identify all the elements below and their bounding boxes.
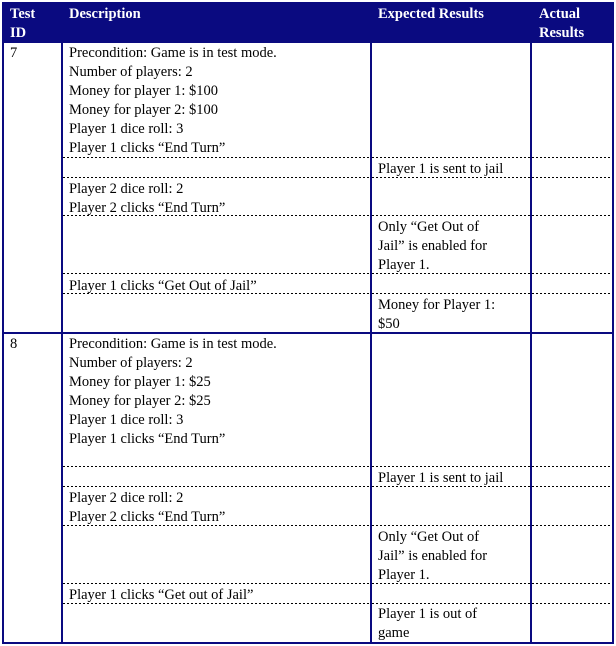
test7-players: Number of players: 2 xyxy=(69,64,193,80)
test7-step3-description xyxy=(69,180,225,218)
test8-jail-line3: Player 1. xyxy=(378,567,430,583)
column-divider-1 xyxy=(61,2,63,644)
table-border-top xyxy=(2,2,614,4)
column-divider-3 xyxy=(530,2,532,644)
test8-out-line1: Player 1 is out of xyxy=(378,606,478,622)
row-divider-tests xyxy=(2,332,614,334)
test7-step4-expected xyxy=(378,218,487,275)
test-id-7: 7 xyxy=(10,45,18,61)
table-border-right xyxy=(612,2,614,644)
test7-jail-line1: Only “Get Out of xyxy=(378,219,480,235)
test8-p2-dice: Player 2 dice roll: 2 xyxy=(69,490,184,506)
test7-p1-dice: Player 1 dice roll: 3 xyxy=(69,121,184,137)
header-description: Description xyxy=(69,6,141,22)
test7-step5-description: Player 1 clicks “Get Out of Jail” xyxy=(69,278,257,294)
column-divider-2 xyxy=(370,2,372,644)
test7-jail-line2: Jail” is enabled for xyxy=(378,238,488,254)
test7-step1-description xyxy=(69,44,277,158)
test8-step2-expected: Player 1 is sent to jail xyxy=(378,470,504,486)
table-border-bottom xyxy=(2,642,614,644)
test8-step5-description: Player 1 clicks “Get out of Jail” xyxy=(69,587,254,603)
table-border-left xyxy=(2,2,4,644)
test8-step1-description xyxy=(69,335,277,449)
test7-precondition: Precondition: Game is in test mode. xyxy=(69,45,277,61)
test7-money-p1: Money for player 1: $100 xyxy=(69,83,218,99)
header-actual-line2: Results xyxy=(539,25,585,41)
test7-step6-expected xyxy=(378,296,495,334)
test7-p2-dice: Player 2 dice roll: 2 xyxy=(69,181,184,197)
test8-money-p2: Money for player 2: $25 xyxy=(69,393,211,409)
header-test-id-line1: Test xyxy=(10,6,36,22)
header-actual-results xyxy=(539,5,584,43)
test8-players: Number of players: 2 xyxy=(69,355,193,371)
test7-p1-end-turn: Player 1 clicks “End Turn” xyxy=(69,140,226,156)
test8-step4-expected xyxy=(378,528,487,585)
test7-step2-expected: Player 1 is sent to jail xyxy=(378,161,504,177)
header-expected-results: Expected Results xyxy=(378,6,484,22)
test8-step3-description xyxy=(69,489,225,527)
header-test-id-line2: ID xyxy=(10,25,27,41)
test8-step6-expected xyxy=(378,605,477,643)
test8-jail-line1: Only “Get Out of xyxy=(378,529,480,545)
header-actual-line1: Actual xyxy=(539,6,581,22)
test8-jail-line2: Jail” is enabled for xyxy=(378,548,488,564)
header-test-id xyxy=(10,5,35,43)
test7-money-result: Money for Player 1: xyxy=(378,297,496,313)
test8-precondition: Precondition: Game is in test mode. xyxy=(69,336,277,352)
test7-p2-end-turn: Player 2 clicks “End Turn” xyxy=(69,200,226,216)
test-id-8: 8 xyxy=(10,336,18,352)
test8-p1-dice: Player 1 dice roll: 3 xyxy=(69,412,184,428)
test7-money-value: $50 xyxy=(378,316,400,332)
test7-money-p2: Money for player 2: $100 xyxy=(69,102,218,118)
test8-out-line2: game xyxy=(378,625,410,641)
test7-jail-line3: Player 1. xyxy=(378,257,430,273)
test8-money-p1: Money for player 1: $25 xyxy=(69,374,211,390)
test8-p1-end-turn: Player 1 clicks “End Turn” xyxy=(69,431,226,447)
test8-p2-end-turn: Player 2 clicks “End Turn” xyxy=(69,509,226,525)
